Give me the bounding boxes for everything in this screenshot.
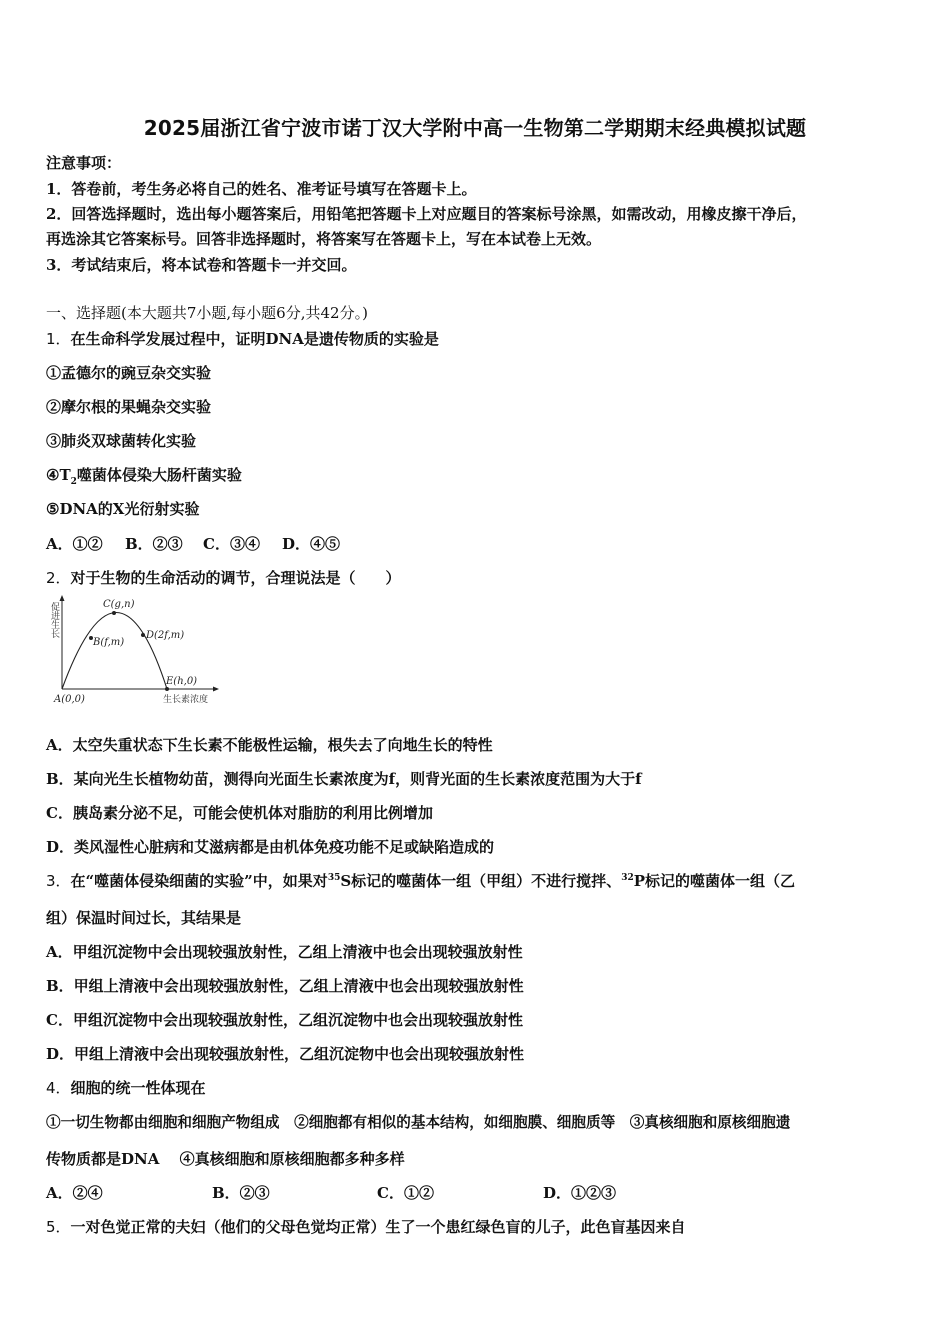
question-1-item-4 — [46, 464, 242, 487]
page-title: 2025届浙江省宁波市诺丁汉大学附中高一生物第二学期期末经典模拟试题 — [143, 116, 807, 140]
question-4-option-b[interactable]: B．②③ — [212, 1184, 270, 1202]
question-2-stem — [46, 567, 401, 588]
question-1-number: 1． — [46, 330, 71, 348]
question-1-option-b[interactable]: B．②③ — [125, 535, 183, 553]
question-3-text-c: P标记的噬菌体一组（乙 — [633, 872, 795, 890]
question-3-option-c[interactable]: C．甲组沉淀物中会出现较强放射性，乙组沉淀物中也会出现较强放射性 — [46, 1011, 523, 1029]
question-5-number: 5． — [46, 1218, 71, 1236]
question-2-option-d[interactable]: D．类风湿性心脏病和艾滋病都是由机体免疫功能不足或缺陷造成的 — [46, 838, 495, 856]
question-2-text: 对于生物的生命活动的调节，合理说法是（ ） — [70, 569, 401, 587]
question-4-option-a[interactable]: A．②④ — [46, 1184, 103, 1202]
question-2-option-b[interactable]: B．某向光生长植物幼苗，测得向光面生长素浓度为f，则背光面的生长素浓度范围为大于f — [46, 770, 642, 788]
question-1-item-1: ①孟德尔的豌豆杂交实验 — [46, 364, 212, 382]
x-axis-label: 生长素浓度 — [163, 695, 209, 705]
growth-curve — [62, 613, 167, 690]
question-3-stem-cont: 组）保温时间过长，其结果是 — [46, 909, 242, 927]
question-3-text-b: S标记的噬菌体一组（甲组）不进行搅拌、 — [340, 872, 622, 890]
y-axis-label: 促进生长 — [49, 602, 59, 638]
question-4-text: 细胞的统一性体现在 — [70, 1079, 206, 1097]
notice-item-1: 1．答卷前，考生务必将自己的姓名、准考证号填写在答题卡上。 — [46, 180, 477, 198]
question-3-sup-2: 32 — [621, 873, 634, 883]
question-3-option-a[interactable]: A．甲组沉淀物中会出现较强放射性，乙组上清液中也会出现较强放射性 — [46, 943, 523, 961]
question-4-stem — [46, 1077, 206, 1098]
question-1-item-4-pre: ④T — [46, 466, 71, 484]
growth-curve-graph — [40, 592, 225, 707]
question-1-item-4-sub: 2 — [70, 477, 77, 487]
section-heading: 一、选择题(本大题共7小题,每小题6分,共42分。) — [46, 304, 368, 322]
question-4-number: 4． — [46, 1079, 71, 1097]
question-2-number: 2． — [46, 569, 71, 587]
question-5-text: 一对色觉正常的夫妇（他们的父母色觉均正常）生了一个患红绿色盲的儿子，此色盲基因来自 — [70, 1218, 686, 1236]
question-3-number: 3． — [46, 872, 71, 890]
question-3-sup-1: 35 — [327, 873, 341, 883]
notice-heading: 注意事项： — [46, 154, 122, 172]
notice-item-2: 2．回答选择题时，选出每小题答案后，用铅笔把答题卡上对应题目的答案标号涂黑，如需改动，用橡皮擦干净后， — [46, 205, 807, 223]
question-3-option-b[interactable]: B．甲组上清液中会出现较强放射性，乙组上清液中也会出现较强放射性 — [46, 977, 524, 995]
question-1-item-4-post: 噬菌体侵染大肠杆菌实验 — [76, 466, 242, 484]
x-axis-arrow — [213, 687, 219, 692]
question-1-item-3: ③肺炎双球菌转化实验 — [46, 432, 197, 450]
question-3-option-d[interactable]: D．甲组上清液中会出现较强放射性，乙组沉淀物中也会出现较强放射性 — [46, 1045, 525, 1063]
question-3-text-a: 在“噬菌体侵染细菌的实验”中，如果对 — [70, 872, 328, 890]
question-4-option-d[interactable]: D．①②③ — [543, 1184, 617, 1202]
point-e-marker — [165, 687, 169, 691]
point-e-label: E(h,0) — [166, 676, 198, 687]
question-1-option-d[interactable]: D．④⑤ — [282, 535, 341, 553]
question-1-text: 在生命科学发展过程中，证明DNA是遗传物质的实验是 — [70, 330, 439, 348]
notice-item-3: 3．考试结束后，将本试卷和答题卡一并交回。 — [46, 256, 357, 274]
question-2-option-c[interactable]: C．胰岛素分泌不足，可能会使机体对脂肪的利用比例增加 — [46, 804, 433, 822]
point-d-marker — [141, 633, 145, 637]
notice-item-2-cont: 再选涂其它答案标号。回答非选择题时，将答案写在答题卡上，写在本试卷上无效。 — [46, 230, 602, 248]
question-4-items-cont: 传物质都是DNA ④真核细胞和原核细胞都多种多样 — [46, 1150, 405, 1168]
question-1-option-c[interactable]: C．③④ — [203, 535, 260, 553]
y-axis-arrow — [60, 595, 65, 601]
point-b-label: B(f,m) — [93, 637, 125, 648]
question-4-option-c[interactable]: C．①② — [377, 1184, 434, 1202]
question-1-item-5: ⑤DNA的X光衍射实验 — [46, 500, 200, 518]
question-3-stem — [46, 870, 795, 891]
point-d-label: D(2f,m) — [146, 630, 185, 641]
question-1-stem — [46, 328, 439, 349]
question-5-stem — [46, 1216, 686, 1237]
point-c-label: C(g,n) — [103, 599, 135, 610]
question-4-items: ①一切生物都由细胞和细胞产物组成 ②细胞都有相似的基本结构，如细胞膜、细胞质等 ③真核细胞和原核细胞遗 — [46, 1114, 791, 1131]
point-c-marker — [112, 611, 116, 615]
question-1-item-2: ②摩尔根的果蝇杂交实验 — [46, 398, 212, 416]
point-a-label: A(0,0) — [54, 694, 85, 705]
question-2-option-a[interactable]: A．太空失重状态下生长素不能极性运输，根失去了向地生长的特性 — [46, 736, 493, 754]
question-1-option-a[interactable]: A．①② — [46, 535, 103, 553]
